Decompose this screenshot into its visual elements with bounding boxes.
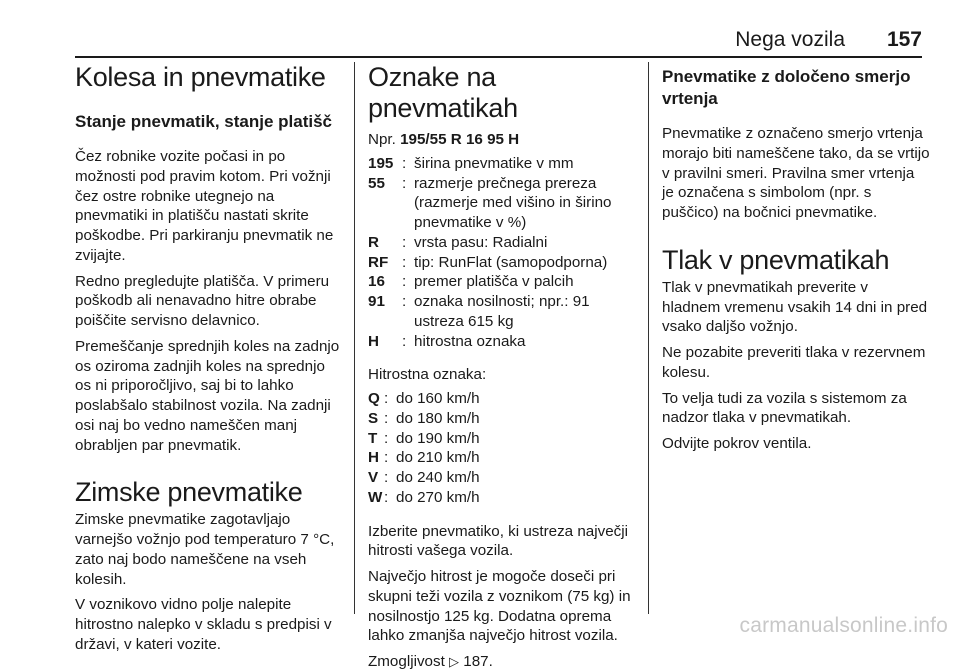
- column-divider: [648, 62, 649, 614]
- list-item: [368, 174, 636, 233]
- list-item: [368, 389, 636, 409]
- watermark: carmanualsonline.info: [739, 614, 948, 637]
- term-value: širina pnevmatike v mm: [414, 154, 574, 172]
- column-middle: [368, 62, 636, 672]
- colon: :: [384, 469, 389, 487]
- term-value: premer platišča v palcih: [414, 273, 574, 291]
- colon: :: [402, 293, 407, 311]
- term-key: 91: [368, 293, 385, 311]
- arrow-icon: ▷: [449, 654, 460, 670]
- paragraph: Odvijte pokrov ventila.: [662, 435, 812, 453]
- term-key: T: [368, 429, 378, 447]
- term-key: 195: [368, 154, 394, 172]
- term-value: do 240 km/h: [396, 469, 480, 487]
- term-key: RF: [368, 253, 389, 271]
- paragraph: V voznikovo vidno polje nalepite hitrostno nalepko v skladu s predpisi v državi, v kateri vozite.: [75, 596, 332, 653]
- paragraph: To velja tudi za vozila s sistemom za nadzor tlaka v pnevmatikah.: [662, 389, 907, 427]
- colon: :: [384, 488, 389, 506]
- heading-winter-tyres: Zimske pnevmatike: [75, 477, 303, 508]
- reference-text: Zmogljivost: [368, 653, 445, 671]
- colon: :: [402, 273, 407, 291]
- term-value: vrsta pasu: Radialni: [414, 233, 548, 251]
- term-key: 55: [368, 174, 385, 192]
- term-key: R: [368, 233, 379, 251]
- paragraph: Tlak v pnevmatikah preverite v hladnem vremenu vsakih 14 dni in pred vsako daljšo vožnjo.: [662, 278, 928, 336]
- example-prefix: Npr.: [368, 131, 396, 149]
- paragraph: Izberite pnevmatiko, ki ustreza največji hitrosti vašega vozila.: [368, 522, 628, 560]
- list-item: [368, 332, 636, 352]
- list-item: [368, 154, 636, 174]
- colon: :: [402, 154, 407, 172]
- heading-tyre-designations: Oznake na pnevmatikah: [368, 62, 518, 124]
- term-key: H: [368, 449, 379, 467]
- paragraph: Največjo hitrost je mogoče doseči pri skupni teži vozila z voznikom (75 kg) in nosilnostjo 125 kg. Dodatna oprema lahko zmanjša največjo hitrost vozila.: [368, 568, 631, 645]
- term-value: do 160 km/h: [396, 390, 480, 408]
- paragraph: Čez robnike vozite počasi in po možnosti pod pravim kotom. Pri vožnji čez ostre robnike utegnejo na pnevmatiki in platišču nastati skrite poškodbe. Pri parkiranju pnevmatik ne zvijajte.: [75, 148, 334, 264]
- designation-list: [368, 154, 636, 352]
- list-item: [368, 409, 636, 429]
- header-rule: [75, 56, 922, 58]
- list-item: [368, 292, 636, 332]
- paragraph: Ne pozabite preveriti tlaka v rezervnem kolesu.: [662, 344, 926, 381]
- heading-wheels-tyres: Kolesa in pnevmatike: [75, 62, 326, 92]
- term-value: do 210 km/h: [396, 449, 480, 467]
- column-divider: [354, 62, 355, 614]
- term-key: 16: [368, 273, 385, 291]
- speed-title: Hitrostna oznaka:: [368, 366, 487, 384]
- paragraph: Premeščanje sprednjih koles na zadnjo os oziroma zadnjih koles na sprednjo os ni priporočljivo, saj bi to lahko poslabšalo stabilnost vozila. Na zadnji osi naj bo vedno nameščen manj obrabljen par pnevmatik.: [75, 337, 340, 454]
- term-value: do 270 km/h: [396, 488, 480, 506]
- colon: :: [402, 174, 407, 192]
- term-value: hitrostna oznaka: [414, 332, 526, 350]
- list-item: [368, 488, 636, 508]
- term-key: W: [368, 488, 383, 506]
- list-item: [368, 448, 636, 468]
- term-key: H: [368, 332, 379, 350]
- term-value: do 190 km/h: [396, 429, 480, 447]
- heading-tyre-pressure: Tlak v pnevmatikah: [662, 244, 890, 275]
- column-left: [75, 62, 343, 655]
- term-value: tip: RunFlat (samopodporna): [414, 253, 608, 271]
- term-value: oznaka nosilnosti; npr.: 91 ustreza 615 kg: [414, 293, 590, 330]
- speed-list: [368, 389, 636, 508]
- list-item: [368, 468, 636, 488]
- example-code: 195/55 R 16 95 H: [400, 131, 520, 149]
- colon: :: [402, 332, 407, 350]
- term-key: Q: [368, 390, 380, 408]
- list-item: [368, 429, 636, 449]
- colon: :: [384, 449, 389, 467]
- page-header: [0, 22, 960, 56]
- list-item: [368, 233, 636, 253]
- reference-page[interactable]: 187.: [463, 653, 493, 671]
- column-right: [662, 62, 930, 454]
- subheading-tyre-condition: Stanje pnevmatik, stanje platišč: [75, 112, 332, 132]
- colon: :: [384, 429, 389, 447]
- performance-reference: [368, 652, 636, 672]
- page-number: 157: [886, 28, 922, 51]
- term-key: V: [368, 469, 379, 487]
- term-key: S: [368, 409, 379, 427]
- colon: :: [384, 390, 389, 408]
- list-item: [368, 272, 636, 292]
- colon: :: [402, 253, 407, 271]
- term-value: do 180 km/h: [396, 409, 480, 427]
- paragraph: Pnevmatike z označeno smerjo vrtenja morajo biti nameščene tako, da se vrtijo v pravilni smeri. Pravilna smer vrtenja je označena s simbolom (npr. s puščico) na bočnici pnevmatike.: [662, 125, 930, 222]
- term-value: razmerje prečnega prereza (razmerje med višino in širino pnevmatike v %): [414, 174, 612, 232]
- paragraph: Zimske pnevmatike zagotavljajo varnejšo vožnjo pod temperaturo 7 °C, zato naj bodo nameščene na vseh kolesih.: [75, 511, 335, 588]
- example-line: [368, 130, 636, 150]
- subheading-directional-tyres: Pnevmatike z določeno smerjo vrtenja: [662, 67, 911, 109]
- list-item: [368, 253, 636, 273]
- colon: :: [384, 409, 389, 427]
- paragraph: Redno pregledujte platišča. V primeru poškodb ali nenavadno hitre obrabe poiščite servisno delavnico.: [75, 272, 330, 330]
- section-title: Nega vozila: [735, 28, 845, 51]
- colon: :: [402, 233, 407, 251]
